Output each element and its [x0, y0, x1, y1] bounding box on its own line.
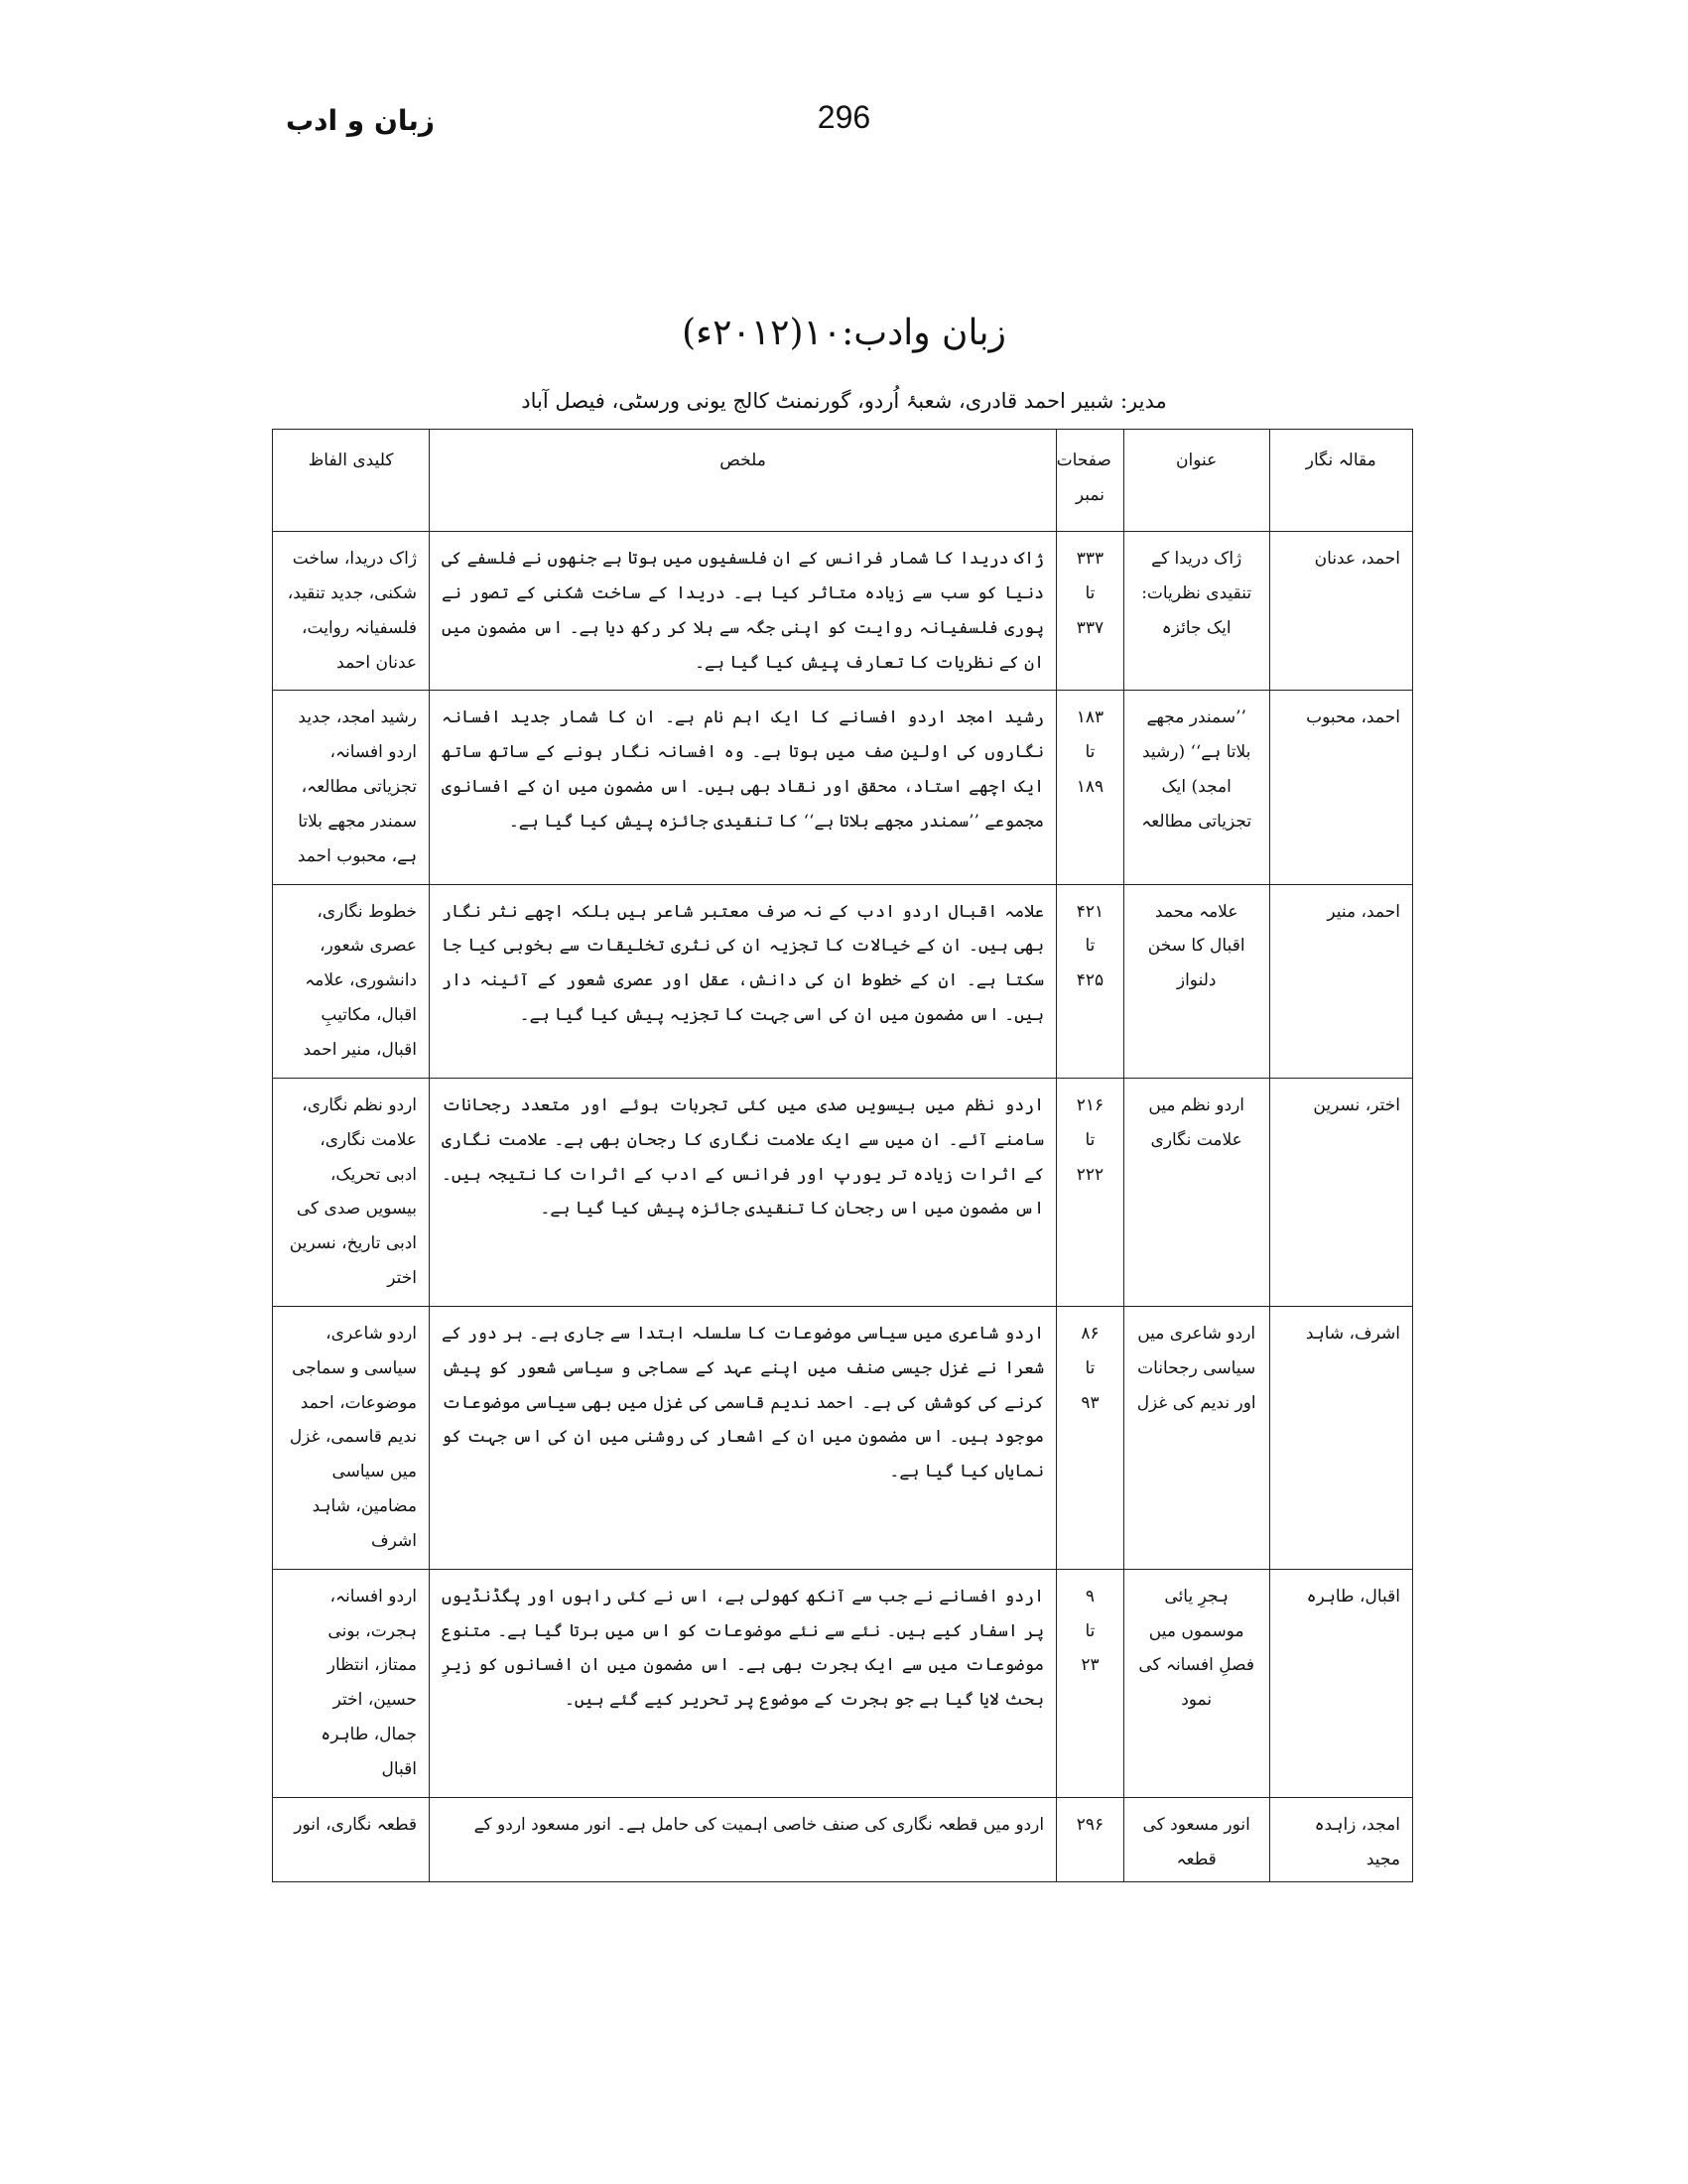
cell-title: ہجرِ یائی موسموں میں فصلِ افسانہ کی نمود [1123, 1569, 1269, 1797]
column-header-author: مقالہ نگار [1269, 430, 1412, 532]
page-start: ۹ [1085, 1586, 1096, 1606]
cell-pages [1057, 691, 1124, 884]
table-row [273, 1306, 1413, 1569]
page-start: ۸۶ [1081, 1323, 1100, 1344]
page-separator: تا [1085, 582, 1096, 603]
cell-abstract: اردو شاعری میں سیاسی موضوعات کا سلسلہ ابتدا سے جاری ہے۔ ہر دور کے شعرا نے غزل جیسی صنف میں اپنے عہد کے سماجی و سیاسی شعور کو پیش کرنے کی کوشش کی ہے۔ احمد ندیم قاسمی کی غزل میں بھی سیاسی موضوعات موجود ہیں۔ اس مضمون میں ان کے اشعار کی روشنی میں ان کی اس جہت کو نمایاں کیا گیا ہے۔ [430, 1306, 1057, 1569]
cell-abstract: اردو میں قطعہ نگاری کی صنف خاصی اہمیت کی حامل ہے۔ انور مسعود اردو کے [430, 1797, 1057, 1881]
cell-pages [1057, 532, 1124, 691]
cell-title: انور مسعود کی قطعہ [1123, 1797, 1269, 1881]
column-header-keywords: کلیدی الفاظ [273, 430, 430, 532]
cell-pages [1057, 1797, 1124, 1881]
cell-title: اردو نظم میں علامت نگاری [1123, 1078, 1269, 1306]
cell-abstract: ژاک دریدا کا شمار فرانس کے ان فلسفیوں میں ہوتا ہے جنھوں نے فلسفے کی دنیا کو سب سے زیادہ متاثر کیا ہے۔ دریدا کے ساخت شکنی کے تصور نے پوری فلسفیانہ روایت کو اپنی جگہ سے ہلا کر رکھ دیا ہے۔ اس مضمون میں ان کے نظریات کا تعارف پیش کیا گیا ہے۔ [430, 532, 1057, 691]
cell-pages [1057, 1078, 1124, 1306]
cell-abstract: اردو نظم میں بیسویں صدی میں کئی تجربات ہوئے اور متعدد رجحانات سامنے آئے۔ ان میں سے ایک علامت نگاری کا رجحان بھی ہے۔ علامت نگاری کے اثرات زیادہ تر یورپ اور فرانس کے ادب کے اثرات کا نتیجہ ہیں۔ اس مضمون میں اس رجحان کا تنقیدی جائزہ پیش کیا گیا ہے۔ [430, 1078, 1057, 1306]
table-row [273, 532, 1413, 691]
cell-keywords: اردو افسانہ، ہجرت، بونی ممتاز، انتظار حسین، اختر جمال، طاہرہ اقبال [273, 1569, 430, 1797]
column-header-pages: صفحات نمبر [1057, 430, 1124, 532]
running-title: زبان و ادب [285, 104, 435, 137]
cell-author: امجد، زاہدہ مجید [1269, 1797, 1412, 1881]
cell-abstract: رشید امجد اردو افسانے کا ایک اہم نام ہے۔ ان کا شمار جدید افسانہ نگاروں کی اولین صف میں ہوتا ہے۔ وہ افسانہ نگار ہونے کے ساتھ ساتھ ایک اچھے استاد، محقق اور نقاد بھی ہیں۔ اس مضمون میں ان کے افسانوی مجموعے ’’سمندر مجھے بلاتا ہے‘‘ کا تنقیدی جائزہ پیش کیا گیا ہے۔ [430, 691, 1057, 884]
cell-author: احمد، منیر [1269, 884, 1412, 1078]
cell-pages [1057, 884, 1124, 1078]
editor-line: مدیر: شبیر احمد قادری، شعبۂ اُردو، گورنمنٹ کالج یونی ورسٹی، فیصل آباد [521, 389, 1167, 413]
column-header-title: عنوان [1123, 430, 1269, 532]
page-end: ۱۸۹ [1076, 777, 1104, 798]
cell-keywords: رشید امجد، جدید اردو افسانہ، تجزیاتی مطالعہ، سمندر مجھے بلاتا ہے، محبوب احمد [273, 691, 430, 884]
cell-keywords: ژاک دریدا، ساخت شکنی، جدید تنقید، فلسفیانہ روایت، عدنان احمد [273, 532, 430, 691]
page-end: ۲۳ [1081, 1655, 1100, 1676]
page-end: ۳۳۷ [1076, 617, 1104, 638]
table-row [273, 1569, 1413, 1797]
cell-author: احمد، عدنان [1269, 532, 1412, 691]
cell-author: اشرف، شاہد [1269, 1306, 1412, 1569]
cell-author: اقبال، طاہرہ [1269, 1569, 1412, 1797]
cell-author: احمد، محبوب [1269, 691, 1412, 884]
column-header-abstract: ملخص [430, 430, 1057, 532]
page-separator: تا [1085, 1357, 1096, 1378]
page-separator: تا [1085, 742, 1096, 763]
page-number: 296 [817, 99, 871, 135]
page-end: ۹۳ [1081, 1392, 1100, 1413]
cell-title: ’’سمندر مجھے بلاتا ہے‘‘ (رشید امجد) ایک تجزیاتی مطالعہ [1123, 691, 1269, 884]
article-index-table [272, 429, 1413, 1882]
cell-author: اختر، نسرین [1269, 1078, 1412, 1306]
page-separator: تا [1085, 1129, 1096, 1150]
cell-keywords: قطعہ نگاری، انور [273, 1797, 430, 1881]
cell-pages [1057, 1306, 1124, 1569]
cell-keywords: خطوط نگاری، عصری شعور، دانشوری، علامہ اقبال، مکاتیبِ اقبال، منیر احمد [273, 884, 430, 1078]
journal-heading: زبان وادب:۱۰(۲۰۱۲ء) [682, 313, 1006, 353]
page-start: ۱۸۳ [1076, 707, 1104, 728]
page-start: ۴۲۱ [1076, 901, 1104, 922]
table-header-row [273, 430, 1413, 532]
cell-abstract: اردو افسانے نے جب سے آنکھ کھولی ہے، اس نے کئی راہوں اور پگڈنڈیوں پر اسفار کیے ہیں۔ نئے سے نئے موضوعات کو اس میں برتا گیا ہے۔ متنوع موضوعات میں سے ایک ہجرت بھی ہے۔ اس مضمون میں ان افسانوں کو زیرِ بحث لایا گیا ہے جو ہجرت کے موضوع پر تحریر کیے گئے ہیں۔ [430, 1569, 1057, 1797]
page-separator: تا [1085, 936, 1096, 957]
table-row [273, 1078, 1413, 1306]
cell-keywords: اردو شاعری، سیاسی و سماجی موضوعات، احمد ندیم قاسمی، غزل میں سیاسی مضامین، شاہد اشرف [273, 1306, 430, 1569]
page-end: ۲۲۲ [1076, 1164, 1104, 1185]
cell-keywords: اردو نظم نگاری، علامت نگاری، ادبی تحریک، بیسویں صدی کی ادبی تاریخ، نسرین اختر [273, 1078, 430, 1306]
page-start: ۲۱۶ [1076, 1094, 1104, 1115]
page-end: ۴۲۵ [1076, 970, 1104, 991]
table-row [273, 691, 1413, 884]
cell-title: علامہ محمد اقبال کا سخن دلنواز [1123, 884, 1269, 1078]
cell-title: اردو شاعری میں سیاسی رجحانات اور ندیم کی غزل [1123, 1306, 1269, 1569]
table-row [273, 1797, 1413, 1881]
cell-pages [1057, 1569, 1124, 1797]
cell-abstract: علامہ اقبال اردو ادب کے نہ صرف معتبر شاعر ہیں بلکہ اچھے نثر نگار بھی ہیں۔ ان کے خیالات کا تجزیہ ان کی نثری تخلیقات سے بخوبی کیا جا سکتا ہے۔ ان کے خطوط ان کی دانش، عقل اور عصری شعور کے آئینہ دار ہیں۔ اس مضمون میں ان کی اسی جہت کا تجزیہ پیش کیا گیا ہے۔ [430, 884, 1057, 1078]
table-row [273, 884, 1413, 1078]
page-separator: تا [1085, 1620, 1096, 1641]
cell-title: ژاک دریدا کے تنقیدی نظریات: ایک جائزہ [1123, 532, 1269, 691]
page-start: ۳۳۳ [1076, 549, 1104, 569]
page-start: ۲۹۶ [1076, 1814, 1104, 1835]
